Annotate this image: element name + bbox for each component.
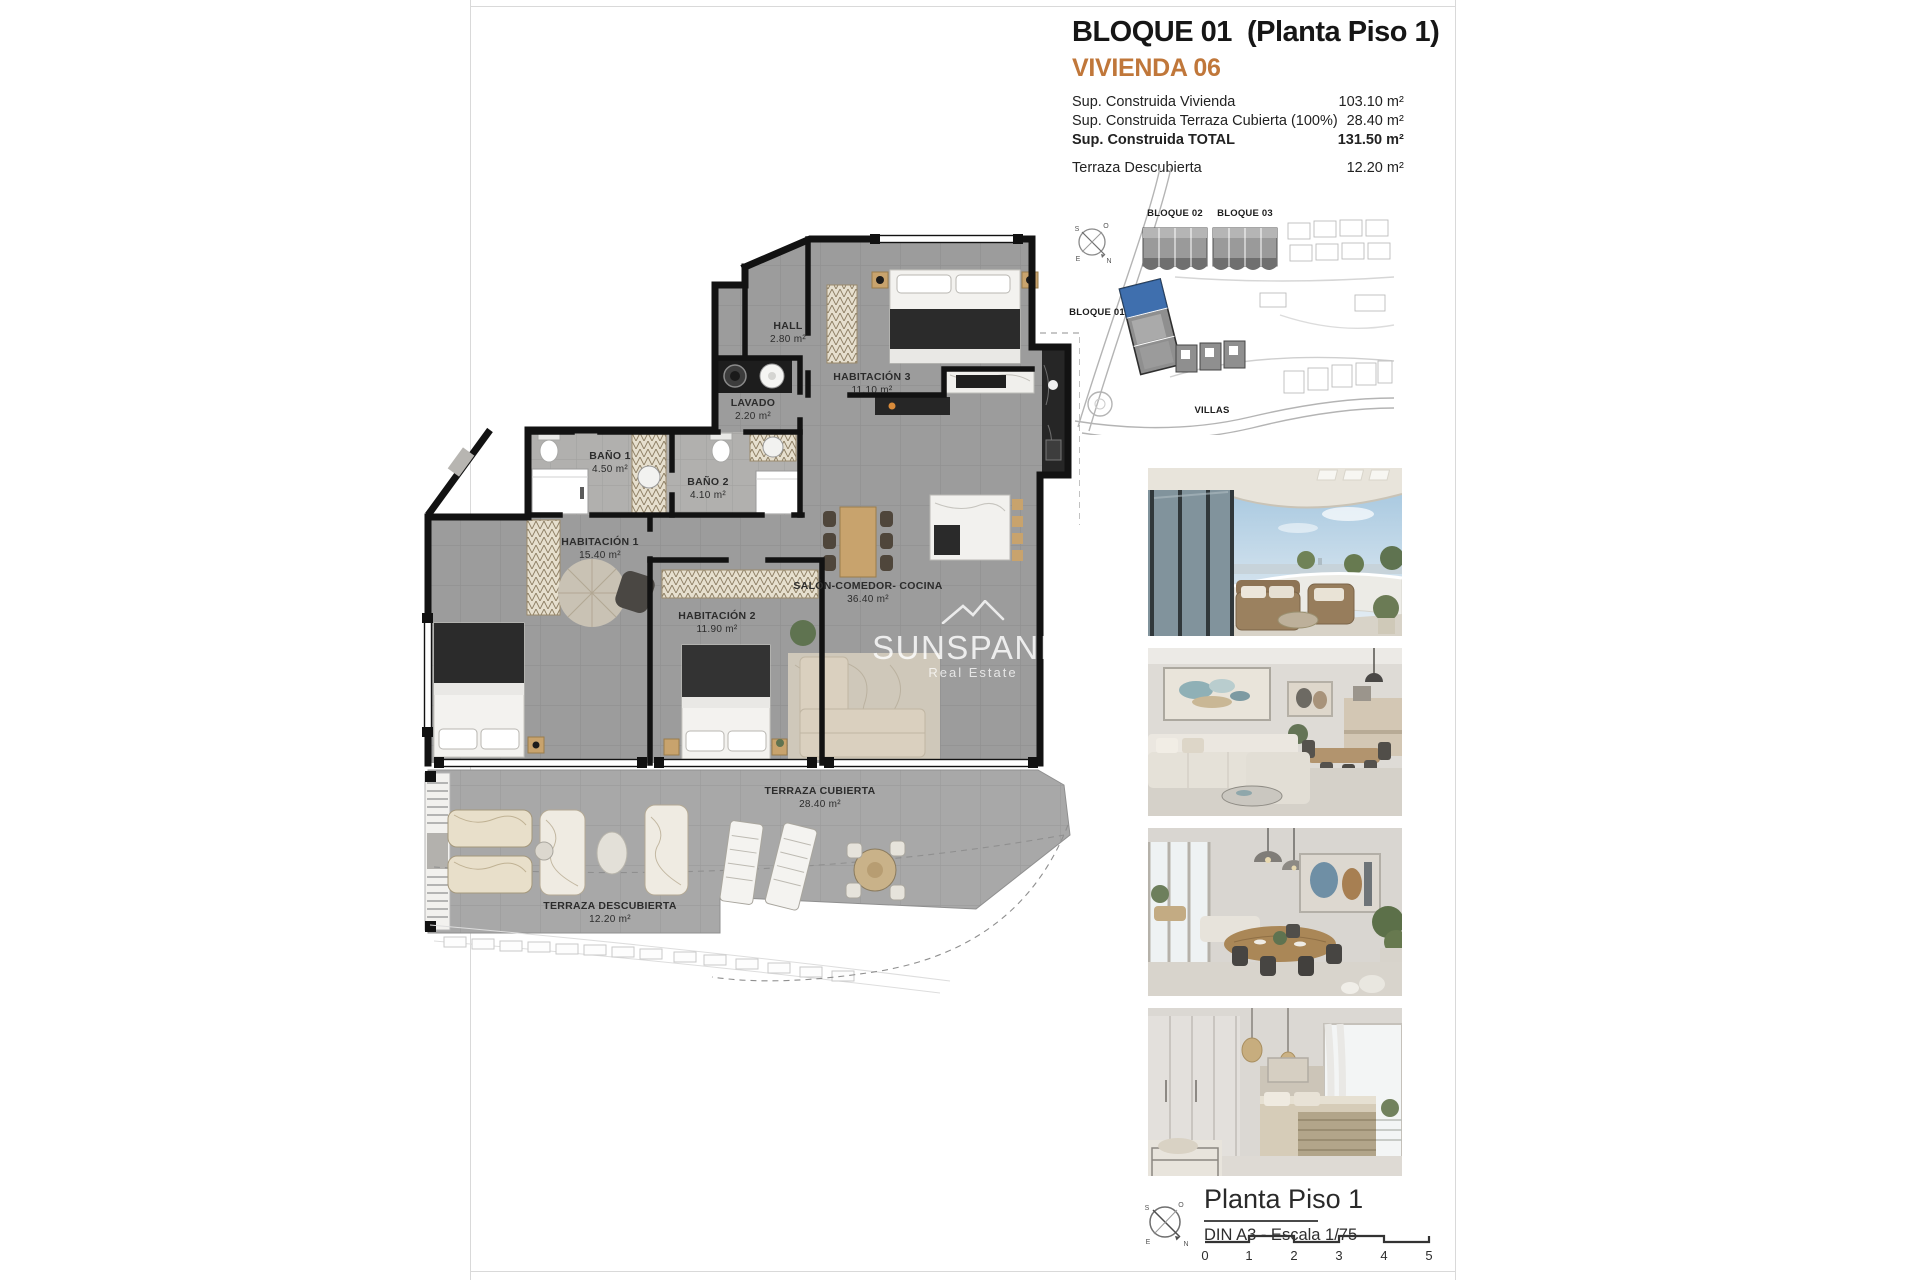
page-title: BLOQUE 01 (Planta Piso 1) (1072, 16, 1440, 48)
area-value: 103.10 m² (1338, 94, 1404, 110)
svg-text:2: 2 (1290, 1248, 1298, 1263)
site-compass-icon (1075, 223, 1112, 265)
floor-plan (420, 225, 1080, 1000)
area-label: Terraza Descubierta (1072, 160, 1202, 176)
site-plan (1050, 165, 1395, 435)
rattan-sofa (1236, 580, 1354, 630)
bloque01-label: BLOQUE 01 (1069, 307, 1125, 318)
bloque03-label: BLOQUE 03 (1217, 208, 1273, 219)
watermark-brand: SUNSPANIA (872, 629, 1074, 666)
svg-text:O: O (1178, 1202, 1184, 1209)
table-row-total (1072, 132, 1404, 151)
svg-text:15.40 m²: 15.40 m² (579, 550, 621, 561)
label-salon: SALÓN-COMEDOR- COCINA (793, 580, 943, 592)
svg-text:S: S (1144, 1205, 1150, 1212)
photo-dining-room (1148, 828, 1402, 996)
svg-text:N: N (1183, 1241, 1189, 1248)
sheet-bottom-edge (470, 1271, 1456, 1272)
svg-text:2.80 m²: 2.80 m² (769, 334, 807, 345)
svg-text:12.20 m²: 12.20 m² (589, 914, 631, 925)
area-label: Sup. Construida TOTAL (1072, 132, 1235, 148)
tv (956, 375, 1006, 388)
compass-e: E (1075, 256, 1081, 263)
photo-living-room (1148, 648, 1402, 816)
table-row (1072, 94, 1404, 113)
bloque01-building (1119, 279, 1181, 375)
area-value: 131.50 m² (1337, 132, 1404, 148)
kitchen-island (930, 495, 1023, 561)
bed (1260, 1092, 1376, 1160)
bloque02-building (1143, 228, 1207, 270)
svg-text:11.90 m²: 11.90 m² (696, 624, 738, 635)
unit-title: VIVIENDA 06 (1072, 54, 1221, 82)
compass-o: O (1103, 223, 1109, 230)
svg-text:0: 0 (1201, 1248, 1209, 1263)
label-habitacion1: HABITACIÓN 1 (561, 536, 639, 548)
site-plots (1260, 220, 1392, 393)
bloque03-building (1213, 228, 1277, 270)
svg-text:28.40 m²: 28.40 m² (799, 799, 841, 810)
svg-text:4.10 m²: 4.10 m² (689, 490, 727, 501)
svg-text:5: 5 (1425, 1248, 1433, 1263)
label-lavado: LAVADO (730, 397, 776, 409)
label-terraza-descubierta: TERRAZA DESCUBIERTA (543, 900, 677, 912)
lower-structure (430, 925, 950, 993)
plant (790, 620, 816, 646)
label-terraza-cubierta: TERRAZA CUBIERTA (764, 785, 876, 797)
svg-text:4: 4 (1380, 1248, 1388, 1263)
villas-buildings (1176, 341, 1245, 372)
label-hall: HALL (773, 320, 803, 332)
media-cabinet (875, 397, 950, 415)
label-habitacion2: HABITACIÓN 2 (678, 610, 756, 622)
label-bano1: BAÑO 1 (589, 450, 631, 462)
svg-text:3: 3 (1335, 1248, 1343, 1263)
pergola (425, 771, 450, 932)
photo-terrace (1148, 468, 1402, 636)
svg-text:E: E (1145, 1239, 1151, 1246)
villas-label: VILLAS (1194, 405, 1230, 416)
svg-text:2.20 m²: 2.20 m² (734, 411, 772, 422)
bloque02-label: BLOQUE 02 (1147, 208, 1203, 219)
watermark-tagline: Real Estate (928, 665, 1018, 680)
svg-text:1: 1 (1245, 1248, 1253, 1263)
table-row (1072, 113, 1404, 132)
header (1072, 16, 1440, 179)
svg-text:11.10 m²: 11.10 m² (851, 385, 893, 396)
bench (1148, 1138, 1222, 1176)
area-value: 12.20 m² (1346, 160, 1404, 176)
footer-compass-icon (1136, 1194, 1194, 1252)
photo-bedroom (1148, 1008, 1402, 1176)
sheet-right-edge (1455, 0, 1456, 1280)
scale-bar (1198, 1230, 1438, 1266)
svg-text:4.50 m²: 4.50 m² (591, 464, 629, 475)
compass-n: N (1106, 258, 1112, 265)
compass-s: S (1074, 226, 1080, 233)
label-bano2: BAÑO 2 (687, 476, 729, 488)
dining-set (823, 507, 893, 577)
area-label: Sup. Construida Vivienda (1072, 94, 1236, 110)
lavado-counter (718, 360, 792, 393)
wardrobe-habitacion1 (527, 520, 560, 615)
label-habitacion3: HABITACIÓN 3 (833, 371, 911, 383)
area-label: Sup. Construida Terraza Cubierta (100%) (1072, 113, 1338, 129)
area-value: 28.40 m² (1346, 113, 1404, 129)
footer-title: Planta Piso 1 (1204, 1184, 1364, 1214)
footer-divider (1204, 1220, 1318, 1222)
svg-text:36.40 m²: 36.40 m² (847, 594, 889, 605)
sheet-top-edge (470, 6, 1456, 7)
footer-scale-note: DIN A3 - Escala 1/75 (1204, 1226, 1358, 1244)
wardrobe-habitacion3 (827, 285, 857, 363)
